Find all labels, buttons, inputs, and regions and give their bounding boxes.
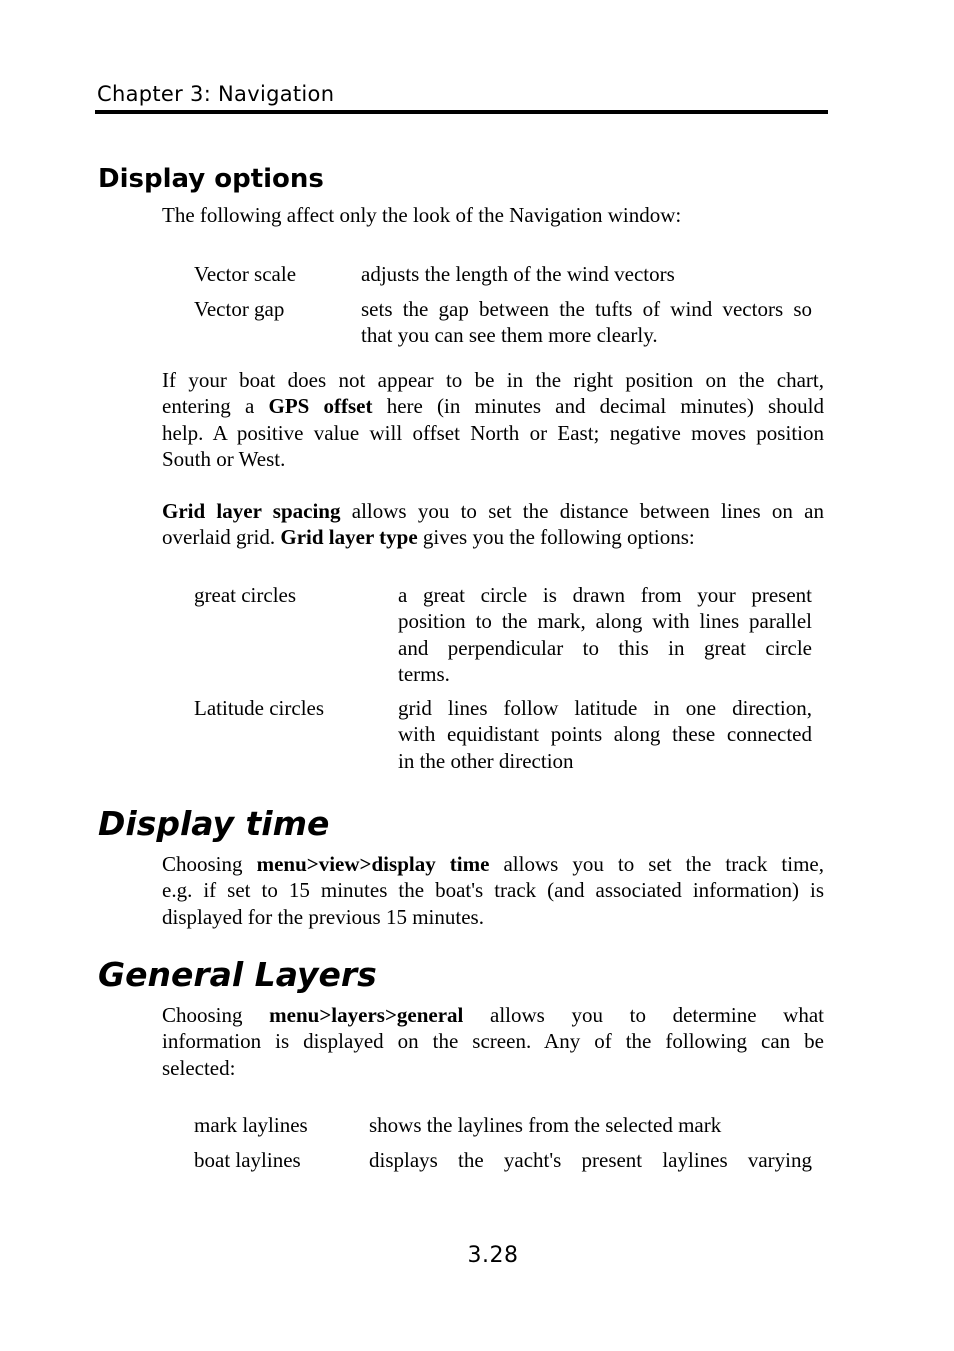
paragraph-line: e.g. if set to 15 minutes the boat's track (and associated information) is (162, 878, 824, 903)
great-circles-desc (398, 582, 812, 687)
display-options-heading: Display options (98, 164, 324, 194)
paragraph-line: displayed for the previous 15 minutes. (162, 904, 484, 929)
general-layers-menu-path: menu>layers>general (269, 1003, 464, 1027)
text-span: overlaid grid. (162, 525, 276, 550)
vector-gap-desc-line: sets the gap between the tufts of wind vectors so (361, 297, 812, 321)
display-time-heading: Display time (98, 804, 330, 843)
text-span: Choosing (162, 1003, 243, 1027)
boat-laylines-desc: displays the yacht's present laylines varying (369, 1148, 812, 1172)
paragraph-line (162, 498, 824, 524)
text-span: entering a (162, 394, 255, 419)
vector-scale-desc: adjusts the length of the wind vectors (361, 262, 675, 286)
header-rule (95, 110, 828, 114)
text-span: allows you to determine what (490, 1003, 825, 1027)
paragraph-line: help. A positive value will offset North or East; negative moves position (162, 420, 824, 445)
text-span: allows you to set the track time, (503, 852, 824, 876)
paragraph-line: South or West. (162, 446, 286, 471)
latitude-circles-desc (398, 695, 812, 774)
paragraph-line: information is displayed on the screen. Any of the following can be (162, 1029, 824, 1054)
vector-gap-desc (361, 296, 812, 349)
paragraph-line (162, 524, 824, 550)
display-options-intro: The following affect only the look of the Navigation window: (162, 203, 682, 227)
desc-line: and perpendicular to this in great circle (398, 635, 812, 660)
text-span: gives you the following options: (422, 525, 695, 550)
desc-line: position to the mark, along with lines parallel (398, 609, 812, 634)
desc-line: in the other direction (398, 748, 574, 773)
grid-layer-type-term: Grid layer type (280, 525, 418, 550)
paragraph-line: If your boat does not appear to be in the right position on the chart, (162, 368, 824, 392)
chapter-header: Chapter 3: Navigation (97, 82, 335, 106)
paragraph-line (162, 1002, 824, 1028)
general-layers-paragraph (162, 1002, 824, 1081)
vector-scale-term: Vector scale (194, 262, 297, 286)
latitude-circles-term: Latitude circles (194, 696, 325, 720)
display-time-menu-path: menu>view>display time (256, 852, 490, 876)
desc-line: with equidistant points along these connected (398, 722, 812, 747)
text-span: Choosing (162, 852, 243, 876)
paragraph-line: selected: (162, 1055, 236, 1080)
paragraph-line (162, 851, 824, 877)
text-span: allows you to set the distance between lines on an (351, 499, 824, 523)
gps-offset-term: GPS offset (268, 394, 373, 419)
desc-line: terms. (398, 661, 450, 686)
paragraph-line (162, 393, 824, 419)
mark-laylines-desc: shows the laylines from the selected mark (369, 1113, 722, 1137)
page-number: 3.28 (467, 1243, 519, 1268)
display-time-paragraph (162, 851, 824, 930)
boat-laylines-term: boat laylines (194, 1148, 301, 1172)
vector-gap-desc-line: that you can see them more clearly. (361, 323, 658, 348)
text-span: here (in minutes and decimal minutes) should (386, 394, 825, 419)
mark-laylines-term: mark laylines (194, 1113, 308, 1137)
grid-layer-spacing-term: Grid layer spacing (162, 499, 341, 523)
desc-line: grid lines follow latitude in one direction, (398, 696, 812, 720)
gps-offset-paragraph (162, 367, 824, 472)
general-layers-heading: General Layers (98, 955, 377, 994)
desc-line: a great circle is drawn from your present (398, 583, 812, 607)
vector-gap-term: Vector gap (194, 297, 285, 321)
grid-layer-paragraph (162, 498, 824, 551)
great-circles-term: great circles (194, 583, 297, 607)
